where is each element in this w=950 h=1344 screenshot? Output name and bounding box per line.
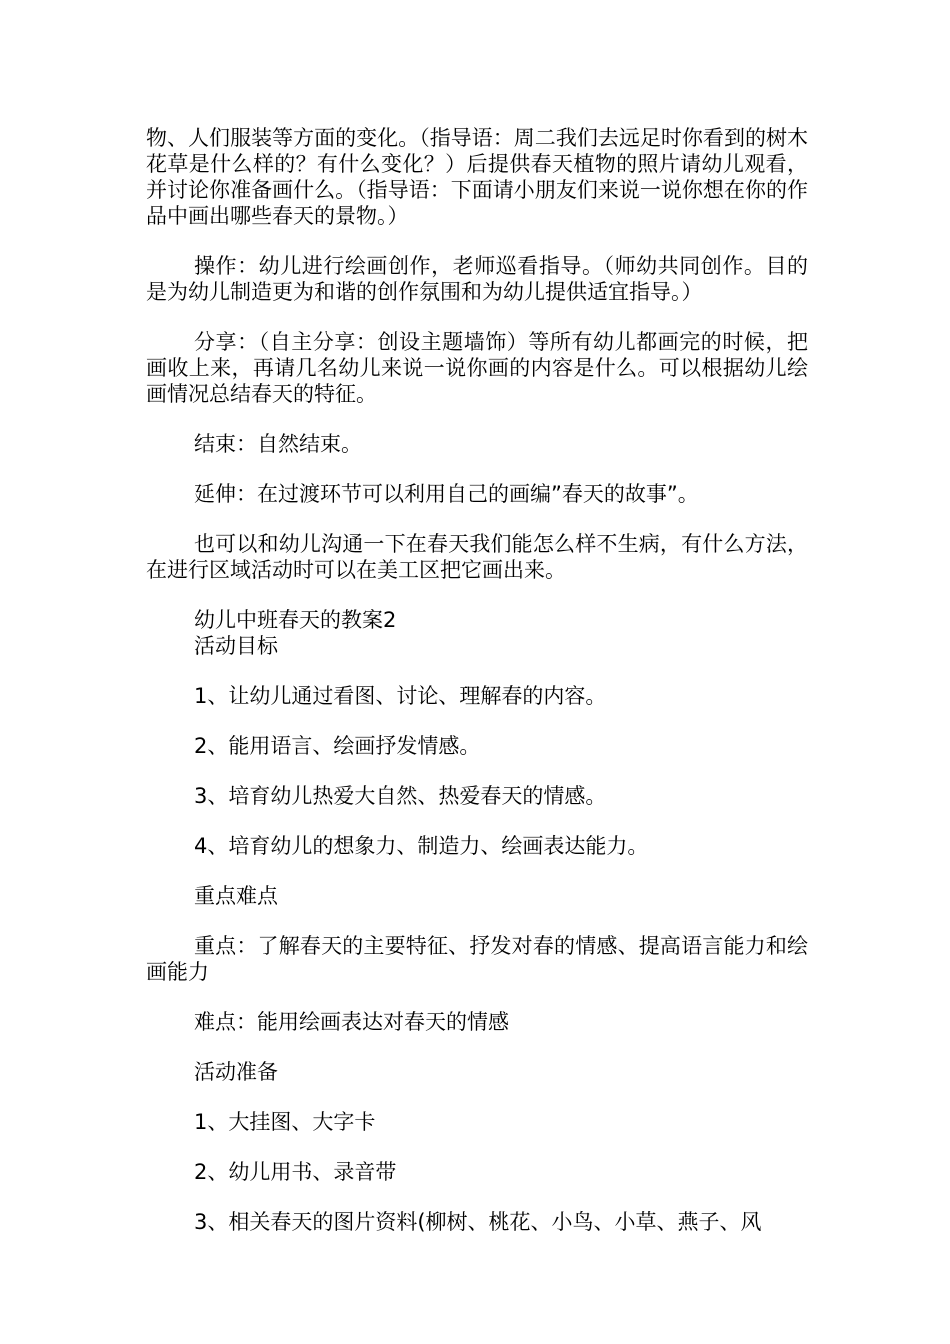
paragraph-operation: 操作：幼儿进行绘画创作，老师巡看指导。（师幼共同创作。目的是为幼儿制造更为和谐的创作氛围和为幼儿提供适宜指导。） bbox=[146, 254, 808, 304]
section-title-lesson-2: 幼儿中班春天的教案2 bbox=[194, 608, 397, 632]
paragraph-observation-guidance: 物、人们服装等方面的变化。（指导语：周二我们去远足时你看到的树木花草是什么样的？有什么变化？）后提供春天植物的照片请幼儿观看，并讨论你准备画什么。（指导语：下面请小朋友们来说一说你想在你的作品中画出哪些春天的景物。） bbox=[146, 126, 808, 228]
heading-key-points: 重点难点 bbox=[194, 884, 278, 908]
preparation-item-2: 2、幼儿用书、录音带 bbox=[194, 1160, 397, 1184]
goal-item-1: 1、让幼儿通过看图、讨论、理解春的内容。 bbox=[194, 684, 607, 708]
goal-item-3: 3、培育幼儿热爱大自然、热爱春天的情感。 bbox=[194, 784, 607, 808]
paragraph-extension: 延伸：在过渡环节可以利用自己的画编”春天的故事”。 bbox=[194, 482, 699, 506]
paragraph-sharing: 分享：（自主分享：创设主题墙饰）等所有幼儿都画完的时候，把画收上来，再请几名幼儿来说一说你画的内容是什么。可以根据幼儿绘画情况总结春天的特征。 bbox=[146, 330, 808, 406]
preparation-item-3: 3、相关春天的图片资料(柳树、桃花、小鸟、小草、燕子、风 bbox=[194, 1210, 762, 1234]
preparation-item-1: 1、大挂图、大字卡 bbox=[194, 1110, 376, 1134]
heading-activity-preparation: 活动准备 bbox=[194, 1060, 278, 1084]
paragraph-ending: 结束：自然结束。 bbox=[194, 432, 362, 456]
heading-activity-goals: 活动目标 bbox=[194, 634, 278, 658]
goal-item-4: 4、培育幼儿的想象力、制造力、绘画表达能力。 bbox=[194, 834, 649, 858]
document-body bbox=[146, 125, 808, 1235]
paragraph-additional-activity: 也可以和幼儿沟通一下在春天我们能怎么样不生病，有什么方法，在进行区域活动时可以在美工区把它画出来。 bbox=[146, 532, 808, 582]
key-point-focus: 重点：了解春天的主要特征、抒发对春的情感、提高语言能力和绘画能力 bbox=[146, 934, 808, 984]
goal-item-2: 2、能用语言、绘画抒发情感。 bbox=[194, 734, 481, 758]
key-point-difficulty: 难点：能用绘画表达对春天的情感 bbox=[194, 1010, 509, 1034]
